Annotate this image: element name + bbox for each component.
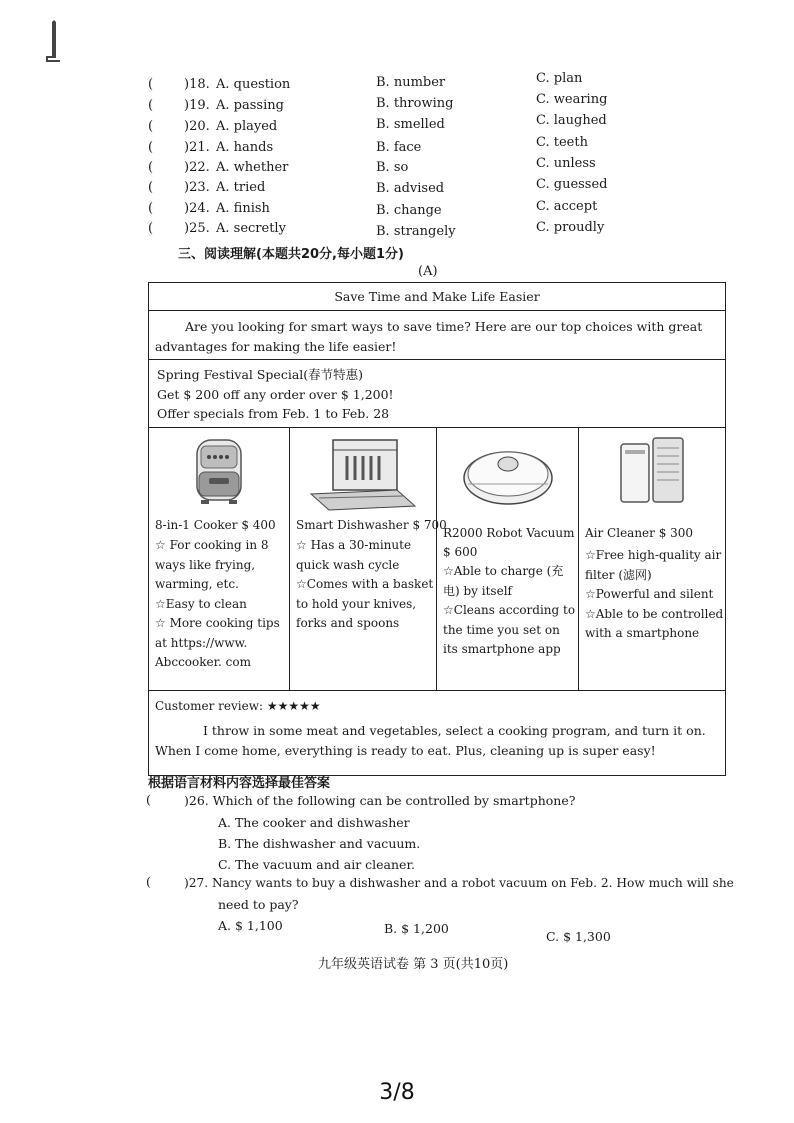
option-a: A. played xyxy=(216,119,278,134)
option-b: B. throwing xyxy=(376,96,454,111)
product-features: ☆ Has a 30-minute quick wash cycle ☆Comes with a basket to hold your knives, forks and spoons xyxy=(296,538,434,630)
product-name: 8-in-1 Cooker $ 400 xyxy=(155,518,276,532)
product-features: ☆ For cooking in 8 ways like frying, warming, etc. ☆Easy to clean ☆ More cooking tips at https://www. Abccooker. com xyxy=(155,538,280,669)
product-air-cleaner xyxy=(579,428,724,690)
option-a: A. tried xyxy=(216,180,266,195)
option-b: B. change xyxy=(376,203,442,218)
cloze-row: ( )25. A. secretly B. strangely C. proudly xyxy=(148,220,605,239)
cloze-row: ( )23. A. tried B. advised C. guessed xyxy=(148,177,608,196)
option-c: C. unless xyxy=(536,156,596,171)
option-a: A. whether xyxy=(216,160,289,175)
product-grid xyxy=(149,428,725,690)
dishwasher-image xyxy=(290,434,436,514)
product-cooker xyxy=(149,428,290,690)
question-27-option-b: B. $ 1,200 xyxy=(384,921,449,936)
question-paren: ( xyxy=(146,874,151,889)
robot-vacuum-image xyxy=(437,434,578,514)
air-cleaner-image xyxy=(579,434,724,514)
page-indicator: 3/8 xyxy=(379,1080,415,1105)
cloze-row: ( )21. A. hands B. face C. teeth xyxy=(148,135,588,155)
cloze-row: ( )22. A. whether B. so C. unless xyxy=(148,156,596,175)
advertisement-box xyxy=(148,282,726,776)
divider xyxy=(149,690,725,691)
customer-review-label: Customer review: ★★★★★ xyxy=(155,699,321,713)
product-name: R2000 Robot Vacuum xyxy=(443,526,575,540)
product-price: $ 600 xyxy=(443,545,478,559)
question-27-option-a: A. $ 1,100 xyxy=(218,918,283,933)
passage-label: (A) xyxy=(418,264,438,279)
option-c: C. plan xyxy=(536,71,583,86)
question-27-option-c: C. $ 1,300 xyxy=(546,929,611,944)
product-name: Air Cleaner $ 300 xyxy=(585,526,694,540)
question-26-stem: )26. Which of the following can be controlled by smartphone? xyxy=(184,793,576,808)
instruction: 根据语言材料内容选择最佳答案 xyxy=(148,776,331,791)
option-c: C. laughed xyxy=(536,113,607,128)
option-c: C. wearing xyxy=(536,92,608,107)
cloze-row: ( )18. A. question B. number C. plan xyxy=(148,71,583,92)
spring-festival-special: Spring Festival Special(春节特惠) Get $ 200 off any order over $ 1,200! Offer specials from Feb. 1 to Feb. 28 xyxy=(157,367,394,421)
option-a: A. finish xyxy=(216,201,270,216)
option-a: A. passing xyxy=(216,98,284,113)
ad-intro: Are you looking for smart ways to save time? Here are our top choices with great advantages for making the life easier! xyxy=(155,319,703,354)
ad-title: Save Time and Make Life Easier xyxy=(149,283,725,311)
customer-review-text: I throw in some meat and vegetables, select a cooking program, and turn it on. When I come home, everything is ready to eat. Plus, cleaning up is super easy! xyxy=(155,723,706,758)
option-c: C. teeth xyxy=(536,135,588,150)
product-features: ☆Free high-quality air filter (滤网) ☆Powerful and silent ☆Able to be controlled with a smartphone xyxy=(585,548,724,640)
product-dishwasher xyxy=(290,428,447,690)
scan-edge-mark xyxy=(46,20,60,62)
question-26-option-a: A. The cooker and dishwasher xyxy=(218,815,410,830)
option-b: B. face xyxy=(376,140,422,155)
option-a: A. secretly xyxy=(216,221,286,236)
question-26-option-c: C. The vacuum and air cleaner. xyxy=(218,857,416,872)
product-robot-vacuum xyxy=(437,428,579,690)
cloze-row: ( )19. A. passing B. throwing C. wearing xyxy=(148,92,608,113)
product-features: ☆Able to charge (充 电) by itself ☆Cleans according to the time you set on its smartphone app xyxy=(443,564,576,656)
product-name: Smart Dishwasher $ 700 xyxy=(296,518,447,532)
air-fryer-image xyxy=(149,434,289,514)
option-b: B. advised xyxy=(376,181,445,196)
question-26-option-b: B. The dishwasher and vacuum. xyxy=(218,836,421,851)
cloze-row: ( )24. A. finish B. change C. accept xyxy=(148,199,598,218)
option-a: A. question xyxy=(216,77,291,92)
option-a: A. hands xyxy=(216,140,274,155)
section-title: 三、阅读理解(本题共20分,每小题1分) xyxy=(178,247,404,262)
option-b: B. number xyxy=(376,75,446,90)
question-27-stem: )27. Nancy wants to buy a dishwasher and a robot vacuum on Feb. 2. How much will she xyxy=(184,876,734,890)
option-c: C. proudly xyxy=(536,220,605,235)
cloze-row: ( )20. A. played B. smelled C. laughed xyxy=(148,113,607,134)
option-c: C. guessed xyxy=(536,177,608,192)
divider xyxy=(149,359,725,360)
page-footer: 九年级英语试卷 第 3 页(共10页) xyxy=(318,957,509,972)
option-b: B. strangely xyxy=(376,224,456,239)
option-b: B. smelled xyxy=(376,117,445,132)
question-paren: ( xyxy=(146,792,151,807)
option-b: B. so xyxy=(376,160,409,175)
question-27-stem-cont: need to pay? xyxy=(218,897,299,912)
option-c: C. accept xyxy=(536,199,598,214)
